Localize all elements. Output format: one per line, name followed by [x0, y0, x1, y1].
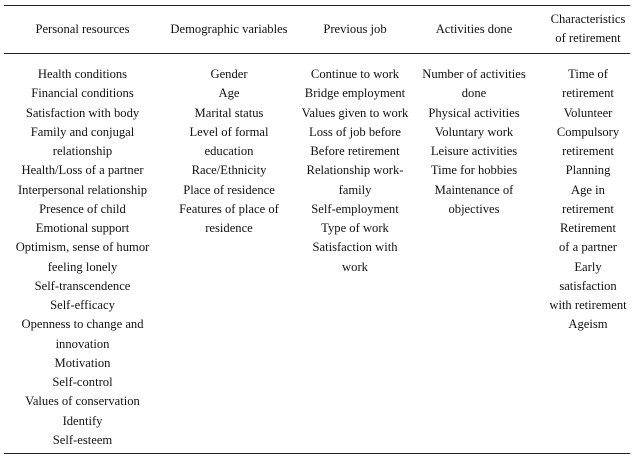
cell-line: relationship	[52, 144, 113, 158]
cell-line: Self-efficacy	[50, 298, 115, 312]
cell-line: feeling lonely	[47, 259, 118, 274]
cell-line: work	[342, 259, 368, 274]
cell-line: satisfaction	[559, 278, 617, 293]
cell-line: Financial conditions	[31, 86, 134, 101]
cell-line: Health conditions	[37, 67, 128, 81]
cell-line: Early	[574, 259, 602, 274]
cell-line: residence	[205, 221, 253, 235]
header-previous-job	[292, 5, 418, 53]
cell-line: Voluntary work	[434, 124, 514, 139]
column-personal-resources	[4, 65, 161, 450]
column-activities-done	[416, 65, 532, 219]
column-previous-job	[292, 65, 418, 277]
cell-line: Values given to work	[301, 105, 409, 120]
cell-line: Gender	[210, 67, 248, 81]
cell-line: Features of place of	[179, 201, 279, 216]
cell-line: Loss of job before	[309, 124, 401, 139]
cell-line: family	[338, 182, 372, 197]
cell-line: innovation	[55, 336, 110, 351]
cell-line: with retirement	[549, 298, 627, 312]
cell-line: Self-transcendence	[34, 278, 131, 293]
cell-line: retirement	[562, 86, 614, 101]
cell-line: Self-control	[52, 375, 113, 389]
cell-line: Type of work	[321, 221, 389, 235]
header-line: Previous job	[323, 21, 387, 36]
cell-line: objectives	[448, 201, 500, 216]
cell-line: Level of formal	[189, 124, 269, 139]
cell-line: Emotional support	[35, 221, 130, 235]
header-line: Demographic variables	[170, 21, 288, 36]
cell-line: Values of conservation	[25, 394, 140, 409]
cell-line: Retirement	[560, 221, 616, 235]
header-line: Activities done	[435, 21, 513, 36]
cell-line: Ageism	[568, 317, 608, 332]
header-activities-done	[416, 5, 532, 53]
cell-line: Relationship work-	[306, 163, 404, 178]
cell-line: Identify	[62, 413, 103, 428]
cell-line: Openness to change and	[21, 317, 144, 332]
cell-line: Marital status	[194, 105, 264, 120]
header-demographic-variables	[159, 5, 299, 53]
cell-line: Age	[218, 86, 240, 101]
cell-line: Presence of child	[39, 201, 126, 216]
cell-line: Family and conjugal	[30, 124, 135, 139]
cell-line: done	[461, 86, 487, 101]
cell-line: Planning	[565, 163, 611, 178]
header-personal-resources	[4, 5, 161, 53]
header-line: Personal resources	[35, 21, 130, 36]
column-characteristics-of-retirement	[542, 65, 632, 335]
header-characteristics-of-retirement	[542, 5, 632, 53]
table-bottom-rule	[4, 453, 630, 454]
cell-line: Compulsory	[556, 124, 620, 139]
cell-line: Self-employment	[311, 201, 399, 216]
cell-line: Time for hobbies	[430, 163, 518, 178]
cell-line: Optimism, sense of humor	[15, 240, 150, 255]
cell-line: Self-esteem	[52, 432, 113, 447]
cell-line: Continue to work	[310, 67, 400, 81]
table-header-rule	[4, 53, 630, 54]
cell-line: Interpersonal relationship	[17, 182, 148, 197]
cell-line: Age in	[571, 182, 605, 197]
cell-line: Satisfaction with	[312, 240, 398, 255]
cell-line: retirement	[562, 201, 614, 216]
cell-line: Bridge employment	[304, 86, 406, 101]
cell-line: Leisure activities	[430, 144, 518, 158]
cell-line: Satisfaction with body	[25, 105, 140, 120]
cell-line: Before retirement	[310, 144, 400, 158]
cell-line: education	[204, 144, 254, 158]
cell-line: Time of	[568, 67, 608, 81]
cell-line: Place of residence	[183, 182, 275, 197]
cell-line: Motivation	[54, 355, 111, 370]
cell-line: Physical activities	[428, 105, 520, 120]
cell-line: Health/Loss of a partner	[21, 163, 144, 178]
cell-line: retirement	[562, 144, 614, 158]
cell-line: Volunteer	[563, 105, 613, 120]
header-line: Characteristics	[550, 12, 626, 26]
header-line: of retirement	[555, 31, 621, 45]
retirement-factors-table	[4, 5, 630, 451]
cell-line: Maintenance of	[434, 182, 514, 197]
cell-line: Number of activities	[422, 67, 526, 81]
cell-line: of a partner	[558, 240, 618, 255]
cell-line: Race/Ethnicity	[191, 163, 267, 178]
column-demographic-variables	[159, 65, 299, 238]
